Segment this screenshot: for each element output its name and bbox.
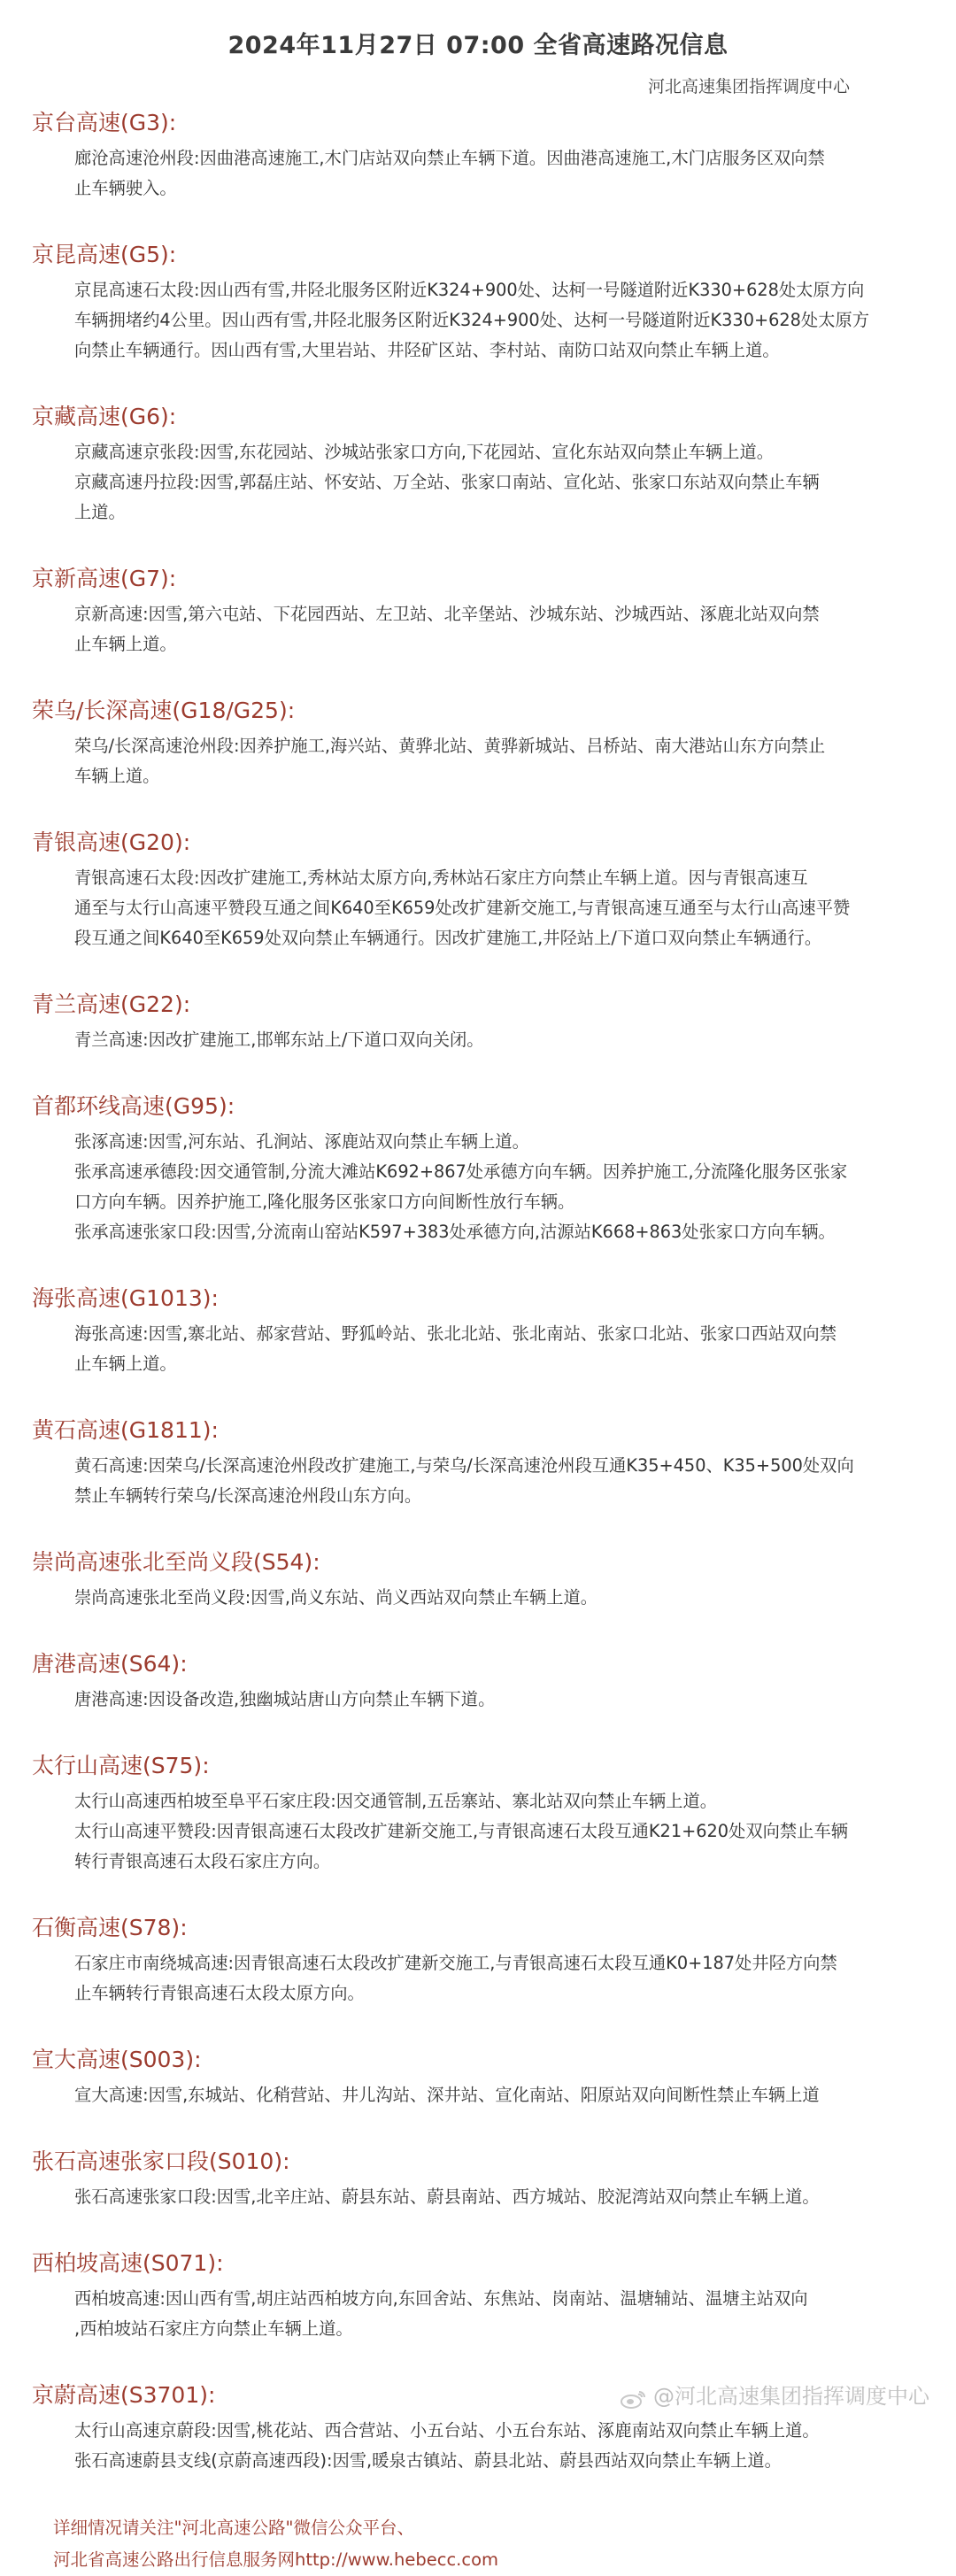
road-section	[27, 828, 929, 953]
footer-note: 详细情况请关注"河北高速公路"微信公众平台、 河北省高速公路出行信息服务网http://www.hebecc.com	[53, 2518, 499, 2570]
section-item: 海张高速:因雪,寨北站、郝家营站、野狐岭站、张北北站、张北南站、张家口北站、张家口西站双向禁 止车辆上道。	[74, 1323, 836, 1374]
section-title: 西柏坡高速(S071):	[32, 2250, 224, 2276]
section-item: 西柏坡高速:因山西有雪,胡庄站西柏坡方向,东回舍站、东焦站、岗南站、温塘辅站、温塘主站双向 ,西柏坡站石家庄方向禁止车辆上道。	[74, 2288, 808, 2339]
section-item: 京新高速:因雪,第六屯站、下花园西站、左卫站、北辛堡站、沙城东站、沙城西站、涿鹿北站双向禁 止车辆上道。	[74, 604, 820, 654]
section-title: 京昆高速(G5):	[32, 242, 177, 267]
road-section	[27, 240, 929, 366]
section-item: 宣大高速:因雪,东城站、化稍营站、井儿沟站、深井站、宣化南站、阳原站双向间断性禁止车辆上道	[74, 2085, 820, 2105]
section-item: 张承高速承德段:因交通管制,分流大滩站K692+867处承德方向车辆。因养护施工,分流隆化服务区张家 口方向车辆。因养护施工,隆化服务区张家口方向间断性放行车辆。	[74, 1161, 848, 1212]
section-item: 京藏高速京张段:因雪,东花园站、沙城站张家口方向,下花园站、宣化东站双向禁止车辆上道。	[74, 442, 774, 462]
road-section	[27, 1649, 929, 1715]
section-item: 张涿高速:因雪,河东站、孔涧站、涿鹿站双向禁止车辆上道。	[74, 1131, 529, 1152]
section-item: 张承高速张家口段:因雪,分流南山窑站K597+383处承德方向,沽源站K668+863处张家口方向车辆。	[74, 1222, 836, 1242]
section-title: 京新高速(G7):	[32, 566, 177, 591]
road-section	[27, 1547, 929, 1613]
road-section	[27, 696, 929, 791]
section-title: 太行山高速(S75):	[32, 1753, 210, 1778]
section-title: 京台高速(G3):	[32, 110, 177, 135]
section-item: 崇尚高速张北至尚义段:因雪,尚义东站、尚义西站双向禁止车辆上道。	[74, 1587, 598, 1608]
road-section	[27, 2248, 929, 2344]
road-section	[27, 1091, 929, 1247]
section-item: 唐港高速:因设备改造,独幽城站唐山方向禁止车辆下道。	[74, 1689, 496, 1709]
weibo-logo-icon	[620, 2387, 646, 2406]
section-title: 石衡高速(S78):	[32, 1915, 188, 1940]
road-section	[27, 402, 929, 528]
section-title: 宣大高速(S003):	[32, 2047, 202, 2072]
section-title: 唐港高速(S64):	[32, 1651, 188, 1677]
road-section	[27, 1284, 929, 1379]
section-title: 首都环线高速(G95):	[32, 1093, 235, 1119]
section-title: 京蔚高速(S3701):	[32, 2382, 216, 2408]
road-section	[27, 1415, 929, 1511]
road-section	[27, 564, 929, 659]
section-title: 青兰高速(G22):	[32, 991, 191, 1017]
road-section	[27, 1751, 929, 1877]
section-item: 青兰高速:因改扩建施工,邯郸东站上/下道口双向关闭。	[74, 1030, 484, 1050]
section-item: 荣乌/长深高速沧州段:因养护施工,海兴站、黄骅北站、黄骅新城站、吕桥站、南大港站山东方向禁止 车辆上道。	[74, 736, 826, 786]
weibo-watermark	[620, 2381, 929, 2411]
section-title: 黄石高速(G1811):	[32, 1417, 219, 1443]
section-item: 廊沧高速沧州段:因曲港高速施工,木门店站双向禁止车辆下道。因曲港高速施工,木门店服务区双向禁 止车辆驶入。	[74, 148, 825, 198]
road-section	[27, 2147, 929, 2212]
issuer-label: 河北高速集团指挥调度中心	[647, 77, 850, 96]
section-title: 张石高速张家口段(S010):	[32, 2148, 290, 2174]
section-item: 石家庄市南绕城高速:因青银高速石太段改扩建新交施工,与青银高速石太段互通K0+187处井陉方向禁 止车辆转行青银高速石太段太原方向。	[74, 1953, 837, 2003]
page-title: 2024年11月27日 07:00 全省高速路况信息	[227, 32, 729, 59]
section-item: 张石高速张家口段:因雪,北辛庄站、蔚县东站、蔚县南站、西方城站、胶泥湾站双向禁止车辆上道。	[74, 2187, 820, 2207]
section-title: 崇尚高速张北至尚义段(S54):	[32, 1549, 320, 1575]
section-title: 京藏高速(G6):	[32, 404, 177, 429]
section-item: 太行山高速平赞段:因青银高速石太段改扩建新交施工,与青银高速石太段互通K21+620处双向禁止车辆 转行青银高速石太段石家庄方向。	[74, 1821, 849, 1871]
section-title: 海张高速(G1013):	[32, 1285, 219, 1311]
road-section	[27, 2045, 929, 2110]
section-title: 荣乌/长深高速(G18/G25):	[32, 698, 296, 723]
road-section	[27, 108, 929, 204]
section-item: 京昆高速石太段:因山西有雪,井陉北服务区附近K324+900处、达柯一号隧道附近K330+628处太原方向 车辆拥堵约4公里。因山西有雪,井陉北服务区附近K324+900处、达柯一号隧道附近K330+628处太原方 向禁止车辆通行。因山西有雪,大里岩站、井陉矿区站、李村站、南防口站双向禁止车辆上道。	[74, 280, 870, 360]
road-section	[27, 1913, 929, 2009]
section-item: 张石高速蔚县支线(京蔚高速西段):因雪,暖泉古镇站、蔚县北站、蔚县西站双向禁止车辆上道。	[74, 2450, 782, 2471]
section-item: 青银高速石太段:因改扩建施工,秀林站太原方向,秀林站石家庄方向禁止车辆上道。因与青银高速互 通至与太行山高速平赞段互通之间K640至K659处改扩建新交施工,与青银高速互通至与太行山高速平赞 段互通之间K640至K659处双向禁止车辆通行。因改扩建施工,井陉站上/下道口双向禁止车辆通行。	[74, 868, 851, 948]
section-item: 黄石高速:因荣乌/长深高速沧州段改扩建施工,与荣乌/长深高速沧州段互通K35+450、K35+500处双向 禁止车辆转行荣乌/长深高速沧州段山东方向。	[74, 1455, 854, 1506]
section-item: 太行山高速京蔚段:因雪,桃花站、西合营站、小五台站、小五台东站、涿鹿南站双向禁止车辆上道。	[74, 2420, 820, 2441]
watermark-text: @河北高速集团指挥调度中心	[653, 2384, 929, 2409]
section-title: 青银高速(G20):	[32, 829, 191, 855]
road-section	[27, 990, 929, 1055]
section-item: 京藏高速丹拉段:因雪,郭磊庄站、怀安站、万全站、张家口南站、宣化站、张家口东站双向禁止车辆 上道。	[74, 472, 820, 522]
section-list	[27, 108, 929, 2476]
section-item: 太行山高速西柏坡至阜平石家庄段:因交通管制,五岳寨站、寨北站双向禁止车辆上道。	[74, 1791, 718, 1811]
